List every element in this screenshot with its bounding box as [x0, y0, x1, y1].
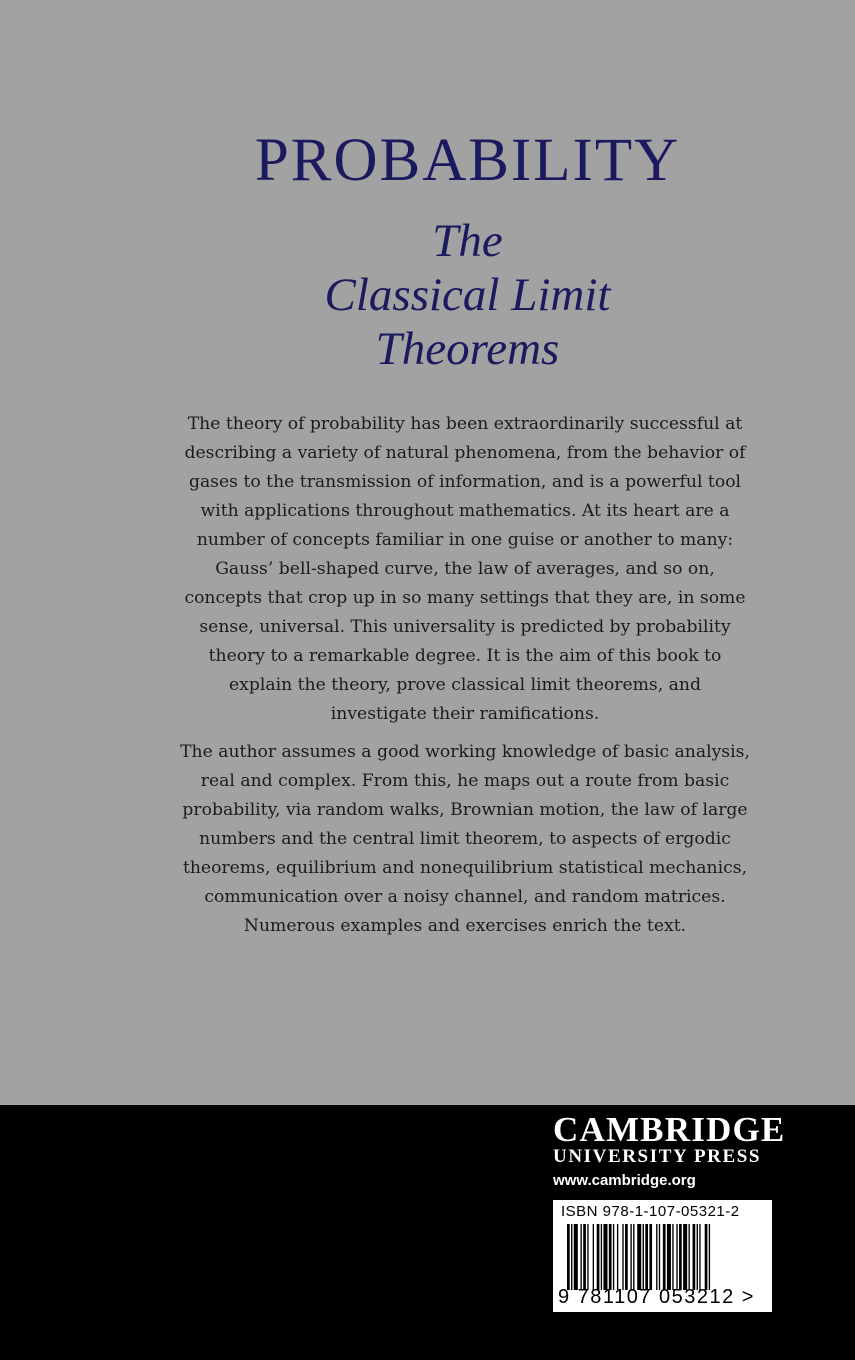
barcode-bar: [571, 1224, 572, 1290]
barcode-bar: [645, 1224, 648, 1290]
barcode-bar: [583, 1224, 586, 1290]
publisher-subname: UNIVERSITY PRESS: [553, 1146, 762, 1167]
barcode-bar: [597, 1224, 600, 1290]
barcode-box: [551, 1198, 774, 1314]
barcode-bar: [617, 1224, 618, 1290]
barcode-icon: [567, 1224, 759, 1290]
barcode-bar: [622, 1224, 623, 1290]
publisher-name: CAMBRIDGE: [553, 1110, 786, 1149]
barcode-bar: [603, 1224, 607, 1290]
barcode-bar: [693, 1224, 696, 1290]
barcode-bar: [663, 1224, 666, 1290]
barcode-bar: [601, 1224, 602, 1290]
title-block: [0, 128, 855, 376]
barcode-bar: [587, 1224, 588, 1290]
barcode-bar: [574, 1224, 578, 1290]
barcode-bar: [581, 1224, 582, 1290]
barcode-bar: [637, 1224, 641, 1290]
subtitle-line-2: Classical Limit: [324, 269, 611, 321]
barcode-bar: [593, 1224, 594, 1290]
barcode-bar: [656, 1224, 657, 1290]
barcode-bar: [649, 1224, 652, 1290]
barcode-bar: [672, 1224, 673, 1290]
barcode-bar: [676, 1224, 677, 1290]
barcode-bar: [613, 1224, 614, 1290]
barcode-bar: [667, 1224, 671, 1290]
barcode-bar: [679, 1224, 682, 1290]
barcode-bar: [697, 1224, 698, 1290]
barcode-bar: [643, 1224, 644, 1290]
subtitle-line-3: Theorems: [375, 323, 560, 375]
barcode-bar: [659, 1224, 660, 1290]
barcode-bar: [609, 1224, 612, 1290]
barcode-bar: [689, 1224, 690, 1290]
subtitle-line-1: The: [432, 215, 503, 267]
isbn-label: ISBN 978-1-107-05321-2: [561, 1203, 740, 1220]
barcode-bar: [709, 1224, 710, 1290]
barcode-bar: [699, 1224, 700, 1290]
blurb: [180, 410, 750, 941]
barcode-bar: [633, 1224, 634, 1290]
blurb-paragraph-2: The author assumes a good working knowledge of basic analysis, real and complex. From this, he maps out a route from basic probability, via random walks, Brownian motion, the law of large numbers and the central limit theorem, to aspects of ergodic theorems, equilibrium and nonequilibrium statistical mechanics, communication over a noisy channel, and random matrices. Numerous examples and exercises enrich the text.: [180, 742, 750, 936]
barcode-bar: [630, 1224, 631, 1290]
barcode-bar: [683, 1224, 687, 1290]
ean-digits: 9 781107 053212 >: [558, 1286, 755, 1308]
publisher-block: [553, 1110, 785, 1189]
barcode-bar: [567, 1224, 570, 1290]
barcode-bar: [705, 1224, 708, 1290]
blurb-paragraph-1: The theory of probability has been extraordinarily successful at describing a variety of natural phenomena, from the behavior of gases to the transmission of information, and is a powerful tool with applications throughout mathematics. At its heart are a number of concepts familiar in one guise or another to many: Gauss’ bell-shaped curve, the law of averages, and so on, concepts that crop up in so many settings that they are, in some sense, universal. This universality is predicted by probability theory to a remarkable degree. It is the aim of this book to explain the theory, prove classical limit theorems, and investigate their ramifications.: [184, 414, 746, 724]
book-title: PROBABILITY: [254, 127, 681, 194]
publisher-url: www.cambridge.org: [553, 1172, 696, 1189]
book-subtitle: [80, 214, 855, 376]
barcode-bar: [625, 1224, 628, 1290]
